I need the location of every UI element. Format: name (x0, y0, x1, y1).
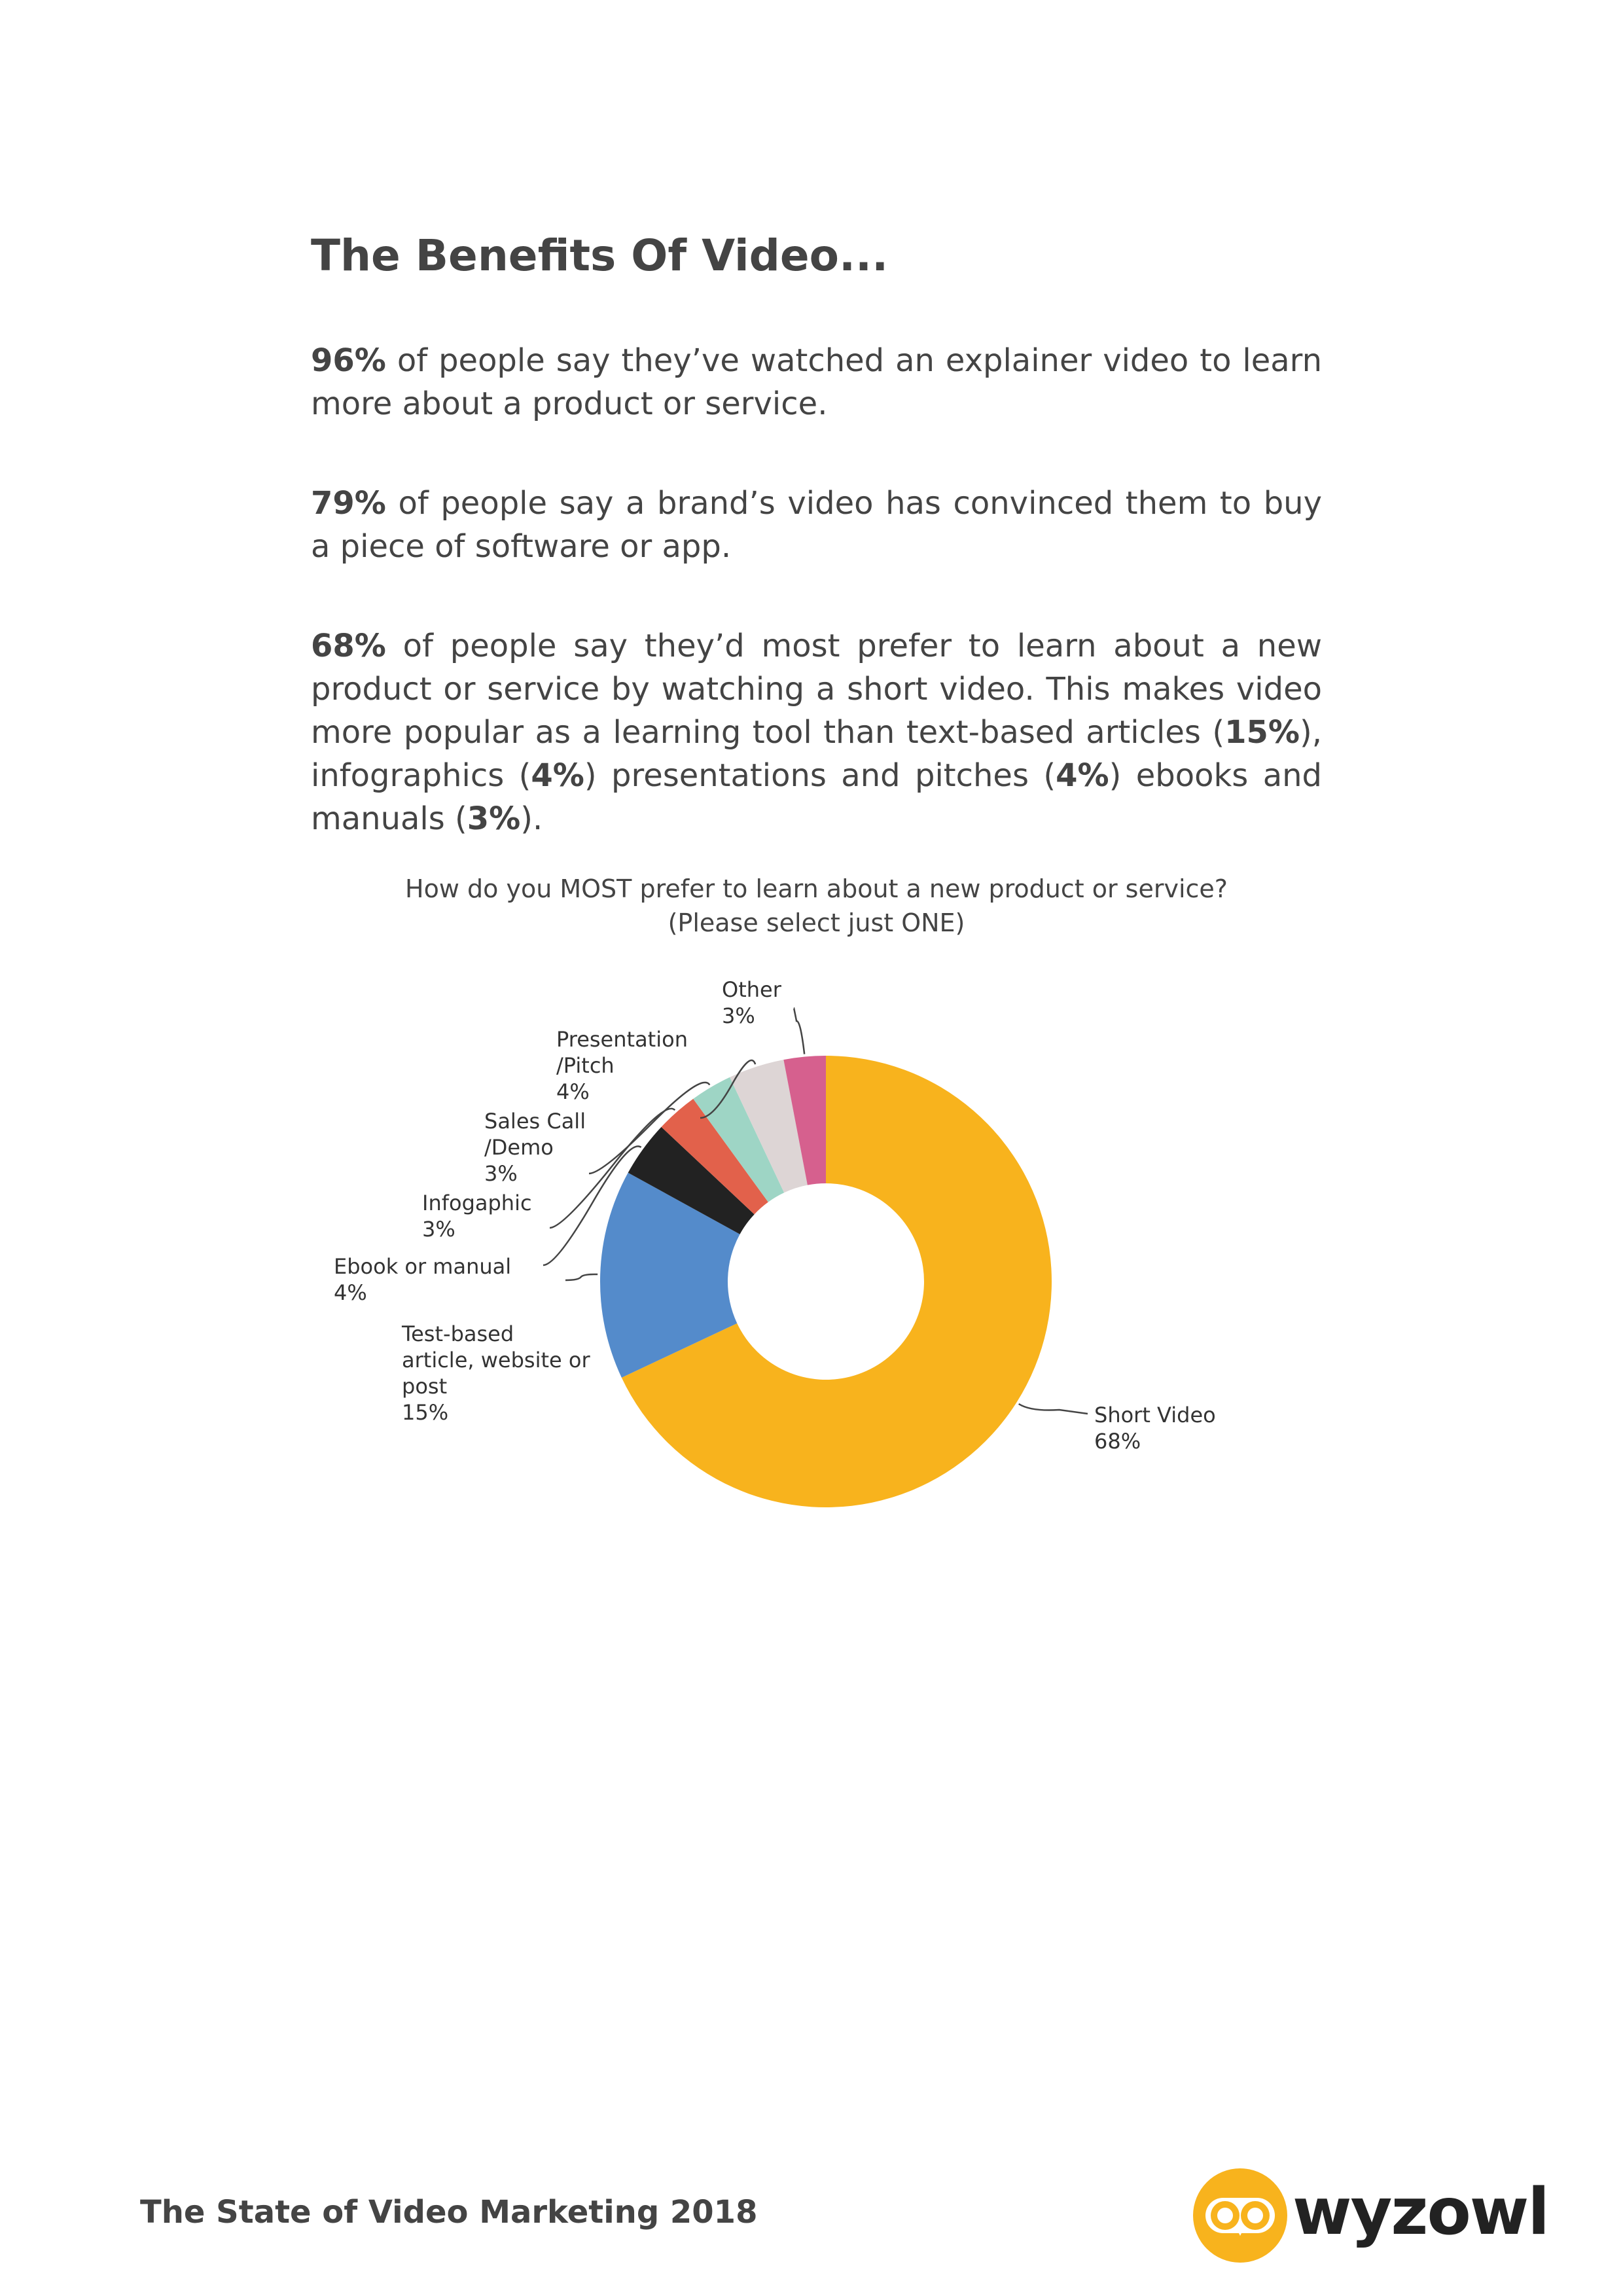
stat-value-infographics: 4% (531, 757, 584, 794)
slice-value: 15% (402, 1400, 449, 1425)
stat-value: 96% (311, 342, 386, 379)
slice-label-text: Short Video (1094, 1403, 1216, 1427)
stat-text: ), infographics ( (311, 714, 1322, 794)
stat-text: of people say they’ve watched an explainer video to learn more about a product or service. (311, 342, 1322, 422)
stat-value: 79% (311, 485, 386, 522)
slice-label-text: /Demo (484, 1135, 554, 1160)
report-title: The State of Video Marketing 2018 (140, 2194, 758, 2231)
stat-value-presentations: 4% (1056, 757, 1109, 794)
stat-text: ) presentations and pitches ( (584, 757, 1056, 794)
slice-label (1094, 1402, 1216, 1454)
stat-value-articles: 15% (1224, 714, 1300, 751)
chart-title-line-1: How do you MOST prefer to learn about a new product or service? (405, 874, 1228, 903)
wyzowl-owl-icon (1191, 2166, 1289, 2265)
slice-value: 4% (334, 1280, 367, 1305)
slice-label (402, 1321, 590, 1426)
stat-text: of people say a brand’s video has convinced them to buy a piece of software or app. (311, 485, 1322, 565)
slice-label-text: Presentation (556, 1027, 688, 1052)
chart-title-line-2: (Please select just ONE) (668, 908, 965, 937)
leader-line (565, 1274, 597, 1280)
stat-value-ebooks: 3% (467, 800, 521, 837)
slice-label (722, 977, 781, 1029)
slice-label-text: Other (722, 977, 781, 1002)
stat-text: of people say they’d most prefer to learn about a new product or service by watching a short video. This makes video more popular as a learning tool than text-based articles ( (311, 628, 1322, 751)
slice-value: 3% (422, 1217, 455, 1242)
slice-value: 3% (722, 1003, 755, 1028)
slice-label-text: Test-based (402, 1321, 514, 1346)
slice-label-text: Sales Call (484, 1109, 586, 1134)
slice-value: 4% (556, 1079, 590, 1104)
slice-label (556, 1026, 688, 1105)
wyzowl-logo-text: wyzowl (1293, 2175, 1548, 2250)
stat-text: ). (520, 800, 543, 837)
stat-value: 68% (311, 628, 386, 664)
page-title: The Benefits Of Video... (311, 230, 889, 281)
slice-label (484, 1108, 586, 1187)
leader-line (794, 1008, 804, 1054)
slice-value: 68% (1094, 1429, 1141, 1454)
slice-label-text: Ebook or manual (334, 1254, 512, 1279)
leader-line (1019, 1404, 1088, 1414)
slice-label-text: /Pitch (556, 1053, 615, 1078)
slice-label (334, 1253, 511, 1306)
slice-label-text: Infogaphic (422, 1191, 532, 1215)
slice-label (422, 1190, 532, 1242)
slice-value: 3% (484, 1161, 518, 1186)
stat-text: ) ebooks and manuals ( (311, 757, 1322, 837)
slice-label-text: post (402, 1374, 448, 1399)
slice-label-text: article, website or (402, 1348, 590, 1372)
